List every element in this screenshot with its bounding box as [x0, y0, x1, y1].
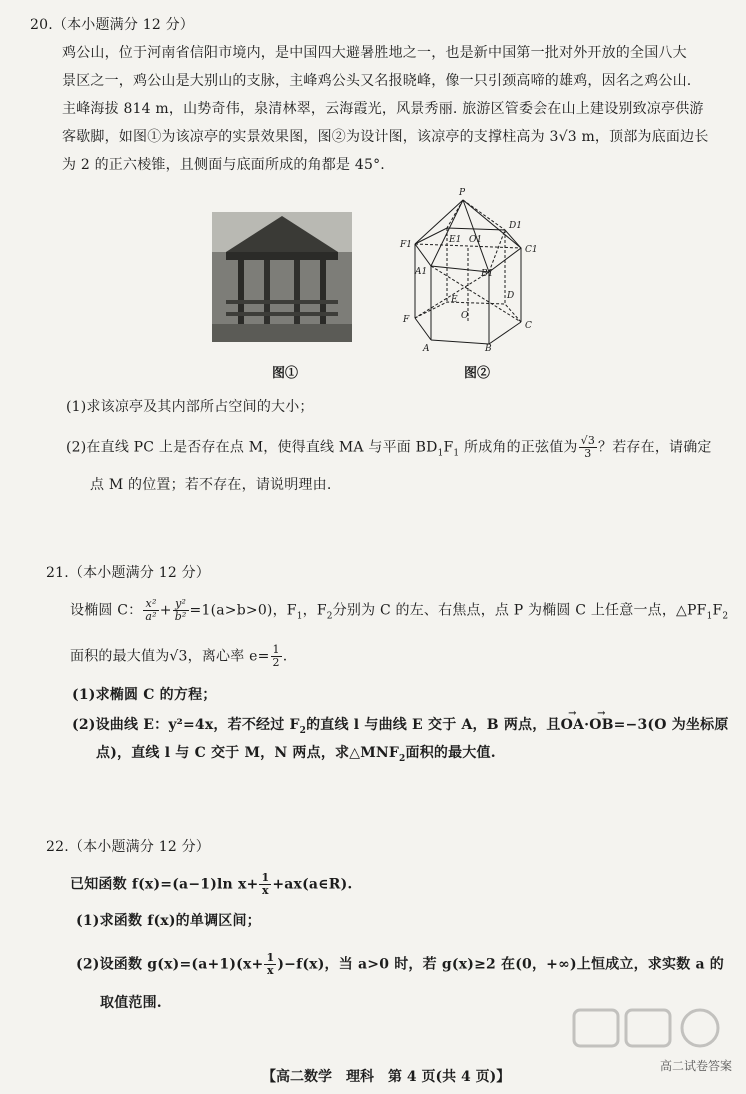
q20-sub2-text: ？若存在，请确定: [598, 439, 712, 456]
q20-paragraph-line5: 为 2 的正六棱锥，且侧面与底面所成的角都是 45°.: [62, 157, 385, 173]
label-A: A: [423, 344, 430, 354]
fraction-x2-a2: $\frac{\text{x²}}{\text{a²}}$: [145, 597, 157, 623]
label-F: F: [403, 315, 410, 325]
q20-paragraph-line2: 景区之一，鸡公山是大别山的支脉，主峰鸡公头又名报晓峰，像一只引颈高啼的雄鸡，因名之鸡公山.: [62, 73, 692, 89]
q21-line1: 设椭圆 C： $\frac{\text{x²}}{\text{a²}}$ + $\frac{\text{y²}}{\text{b²}}$ =1(a>b>0)，$F_1$，$F_2$分别为 C 的左、右焦点，点 P 为椭圆 C 上任意一点，$\triangle PF_1F_2$: [70, 597, 729, 623]
q20-sub2-line1: (2)在直线 PC 上是否存在点 M，使得直线 MA 与平面 $BD_1F_1$ 所成角的正弦值为 $\frac{√3}{3}$ ？若存在，请确定: [66, 434, 712, 460]
q20-sub2-text: F: [443, 439, 454, 456]
q22-sub2-text: (2)设函数 g(x)=(a+1)(x+: [76, 956, 264, 973]
q21-sub2-line1: (2)设曲线 E：y²=4x，若不经过 $F_2$的直线 l 与曲线 E 交于 A，B 两点，且→ OA·→ OB=−3(O 为坐标原: [72, 716, 729, 740]
label-A1: A1: [415, 267, 428, 277]
q20-paragraph-line1: 鸡公山，位于河南省信阳市境内，是中国四大避暑胜地之一，也是新中国第一批对外开放的全国八大: [62, 45, 687, 61]
q22-sub2-line2: 取值范围.: [100, 995, 162, 1011]
page-footer: 【高二数学 理科 第 4 页(共 4 页)】: [262, 1069, 511, 1085]
label-D1: D1: [509, 221, 522, 231]
q22-header: 22.（本小题满分 12 分）: [46, 839, 210, 855]
q22-sub2-text: )−f(x)，当 a>0 时，若 g(x)≥2 在(0，+∞)上恒成立，求实数 a 的: [277, 956, 725, 973]
q22-sub2-line1: [76, 952, 724, 977]
q21-sub2-text: =−3(O 为坐标原: [613, 717, 729, 733]
fraction-1-over-x: $\frac{1}{x}$: [261, 871, 270, 897]
vector-OA: → OA: [561, 716, 584, 734]
q20-text: 3 m，顶部为底面边长: [567, 129, 709, 145]
q22-sub1: (1)求函数 f(x)的单调区间；: [76, 913, 261, 929]
q21-sub2-text: 点)，直线 l 与 C 交于 M，N 两点，求△MNF: [96, 745, 400, 761]
q20-sub2-text: (2)在直线 PC 上是否存在点 M，使得直线 MA 与平面 BD: [66, 439, 438, 456]
label-B: B: [485, 344, 492, 354]
pavilion-photo-drawing: [212, 212, 352, 342]
figure1-caption: 图①: [272, 366, 299, 381]
geometry-diagram: [395, 182, 555, 354]
label-D: D: [507, 291, 515, 301]
fraction-1-over-2: $\frac{1}{2}$: [272, 643, 280, 669]
q21-sub2-text: 面积的最大值.: [405, 745, 496, 761]
q21-sub1: (1)求椭圆 C 的方程；: [72, 687, 217, 703]
q20-sub2-line2: 点 M 的位置；若不存在，请说明理由.: [90, 477, 332, 493]
q22-text: 已知函数 f(x)=(a−1)ln x+: [70, 876, 259, 893]
q21-sub2-text: (2)设曲线 E：y²=4x，若不经过 F: [72, 717, 300, 733]
q21-header: 21.（本小题满分 12 分）: [46, 565, 210, 581]
q22-line1: [70, 872, 352, 897]
label-O1: O1: [469, 235, 483, 245]
label-F1: F1: [400, 240, 412, 250]
label-E: E: [451, 295, 458, 305]
label-B1: B1: [481, 269, 494, 279]
fraction-1-over-x: $\frac{1}{x}$: [266, 951, 275, 977]
label-C1: C1: [525, 245, 538, 255]
pavilion-photo: [212, 212, 352, 342]
vector-OB: → OB: [589, 716, 613, 734]
q21-line2: 面积的最大值为√3，离心率 e= $\frac{1}{2}$ .: [70, 643, 288, 669]
label-E1: E1: [449, 235, 462, 245]
fraction-sqrt3-over-3: $\frac{√3}{3}$: [580, 434, 596, 460]
q20-sub2-text: 所成角的正弦值为: [459, 439, 578, 456]
q21-text: 面积的最大值为√3，离心率 e=: [70, 648, 270, 665]
q20-header: 20.（本小题满分 12 分）: [30, 17, 194, 33]
label-P: P: [459, 188, 466, 198]
q21-sub2-text: 的直线 l 与曲线 E 交于 A，B 两点，且: [306, 717, 561, 733]
q21-text: F: [712, 602, 723, 619]
label-C: C: [525, 321, 532, 331]
q22-text: +ax(a∈R).: [272, 876, 353, 893]
q21-sub2-line2: 点)，直线 l 与 C 交于 M，N 两点，求$\triangle MNF_2$面积的最大值.: [96, 745, 496, 764]
figure2-caption: 图②: [464, 366, 491, 381]
fraction-y2-b2: $\frac{\text{y²}}{\text{b²}}$: [174, 597, 187, 623]
q21-text: ，F: [302, 602, 327, 619]
q20-sub1: (1)求该凉亭及其内部所占空间的大小；: [66, 399, 314, 415]
q20-text: 客歇脚，如图①为该凉亭的实景效果图，图②为设计图，该凉亭的支撑柱高为 3: [62, 129, 559, 145]
q20-paragraph-line3: 主峰海拔 814 m，山势奇伟，泉清林翠，云海霞光，风景秀丽. 旅游区管委会在山上建设别致凉亭供游: [62, 101, 704, 117]
q21-text: =1(a>b>0)，F: [189, 602, 297, 619]
q21-text: 分别为 C 的左、右焦点，点 P 为椭圆 C 上任意一点，△PF: [332, 602, 707, 619]
label-O: O: [461, 311, 469, 321]
watermark-text: 高二试卷答案: [659, 1059, 732, 1073]
q21-text: 设椭圆 C：: [70, 602, 143, 619]
sqrt-symbol: √: [558, 129, 568, 145]
q20-paragraph-line4: [62, 128, 709, 146]
